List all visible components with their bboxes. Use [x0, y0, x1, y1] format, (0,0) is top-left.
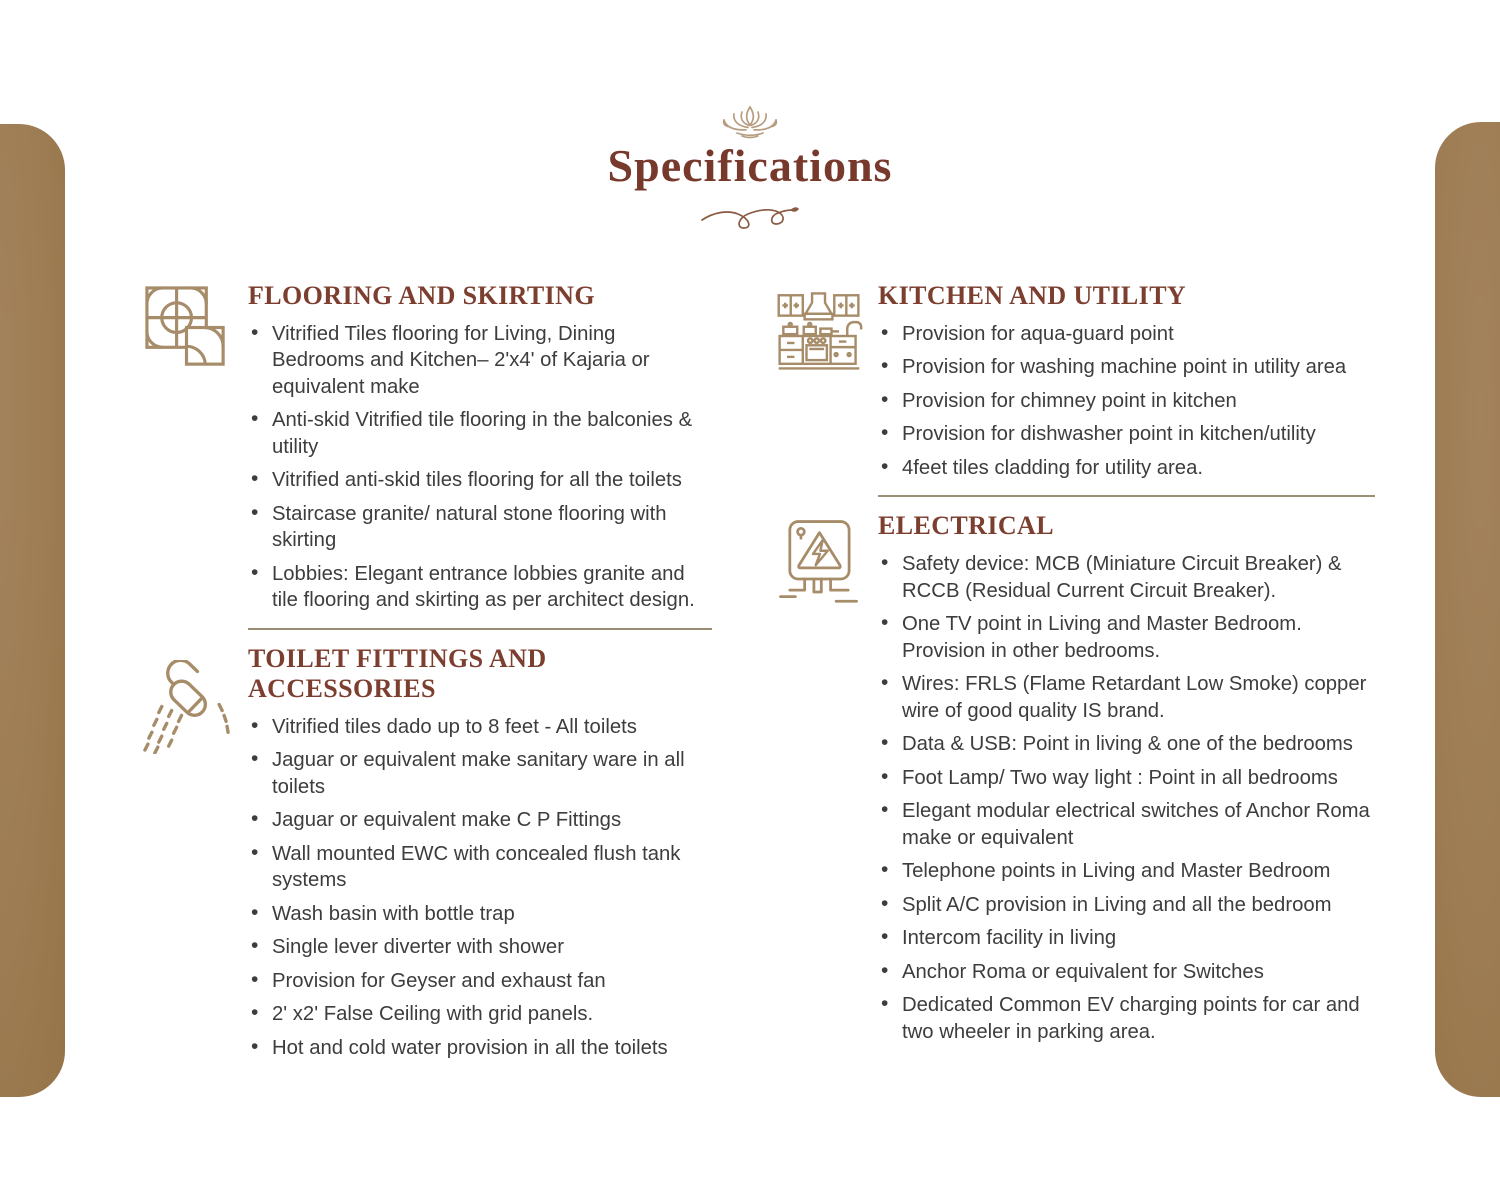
left-column: [140, 281, 712, 1068]
section-toilet: [140, 644, 712, 1068]
page-title: Specifications: [607, 140, 893, 191]
spec-bullet-item: • One TV point in Living and Master Bedroom. Provision in other bedrooms.: [878, 611, 1375, 664]
section-heading-toilet: TOILET FITTINGS AND ACCESSORIES: [248, 643, 547, 703]
section-electrical: [775, 511, 1375, 1052]
spec-bullet-item: • Wall mounted EWC with concealed flush tank systems: [248, 841, 712, 894]
right-column: [775, 281, 1375, 1052]
spec-list-electrical: [878, 551, 1375, 1045]
lotus-icon: [0, 104, 1500, 140]
spec-bullet-item: • Single lever diverter with shower: [248, 934, 712, 961]
shower-icon: [140, 644, 248, 1068]
spec-bullet-item: • Vitrified tiles dado up to 8 feet - All toilets: [248, 714, 712, 741]
page-header: [0, 104, 1500, 232]
spec-bullet-item: • Wash basin with bottle trap: [248, 901, 712, 928]
spec-bullet-item: • Provision for Geyser and exhaust fan: [248, 968, 712, 995]
flourish-ornament: [0, 198, 1500, 232]
spec-bullet-item: • Safety device: MCB (Miniature Circuit Breaker) & RCCB (Residual Current Circuit Breaker).: [878, 551, 1375, 604]
section-kitchen: [775, 281, 1375, 511]
spec-bullet-item: • Vitrified anti-skid tiles flooring for all the toilets: [248, 467, 712, 494]
spec-bullet-item: • Intercom facility in living: [878, 925, 1375, 952]
spec-list-toilet: [248, 714, 712, 1062]
spec-list-flooring: [248, 321, 712, 614]
section-heading-electrical: ELECTRICAL: [878, 511, 1054, 541]
spec-list-kitchen: [878, 321, 1375, 482]
spec-bullet-item: • Lobbies: Elegant entrance lobbies granite and tile flooring and skirting as per architect design.: [248, 561, 712, 614]
spec-bullet-item: • Telephone points in Living and Master Bedroom: [878, 858, 1375, 885]
spec-bullet-item: • Staircase granite/ natural stone flooring with skirting: [248, 501, 712, 554]
electrical-meter-icon: [775, 511, 878, 1052]
spec-bullet-item: • Hot and cold water provision in all the toilets: [248, 1035, 712, 1062]
spec-bullet-item: • Provision for aqua-guard point: [878, 321, 1375, 348]
spec-bullet-item: • Anti-skid Vitrified tile flooring in the balconies & utility: [248, 407, 712, 460]
right-decorative-panel: [1435, 122, 1500, 1097]
section-divider: [248, 628, 712, 630]
spec-bullet-item: • Data & USB: Point in living & one of the bedrooms: [878, 731, 1375, 758]
spec-bullet-item: • Wires: FRLS (Flame Retardant Low Smoke) copper wire of good quality IS brand.: [878, 671, 1375, 724]
section-flooring: [140, 281, 712, 644]
spec-bullet-item: • 4feet tiles cladding for utility area.: [878, 455, 1375, 482]
section-divider: [878, 495, 1375, 497]
spec-bullet-item: • Jaguar or equivalent make C P Fittings: [248, 807, 712, 834]
spec-bullet-item: • Vitrified Tiles flooring for Living, Dining Bedrooms and Kitchen– 2'x4' of Kajaria or equivalent make: [248, 321, 712, 401]
section-heading-flooring: FLOORING AND SKIRTING: [248, 281, 595, 310]
spec-bullet-item: • 2' x2' False Ceiling with grid panels.: [248, 1001, 712, 1028]
spec-bullet-item: • Anchor Roma or equivalent for Switches: [878, 959, 1375, 986]
spec-bullet-item: • Jaguar or equivalent make sanitary ware in all toilets: [248, 747, 712, 800]
tiles-icon: [140, 281, 248, 644]
spec-bullet-item: • Dedicated Common EV charging points for car and two wheeler in parking area.: [878, 992, 1375, 1045]
spec-bullet-item: • Foot Lamp/ Two way light : Point in all bedrooms: [878, 765, 1375, 792]
section-heading-kitchen: KITCHEN AND UTILITY: [878, 281, 1187, 310]
left-decorative-panel: [0, 124, 65, 1097]
kitchen-icon: [775, 281, 878, 511]
spec-bullet-item: • Provision for chimney point in kitchen: [878, 388, 1375, 415]
spec-bullet-item: • Provision for dishwasher point in kitchen/utility: [878, 421, 1375, 448]
spec-bullet-item: • Elegant modular electrical switches of Anchor Roma make or equivalent: [878, 798, 1375, 851]
spec-bullet-item: • Provision for washing machine point in utility area: [878, 354, 1375, 381]
spec-bullet-item: • Split A/C provision in Living and all the bedroom: [878, 892, 1375, 919]
